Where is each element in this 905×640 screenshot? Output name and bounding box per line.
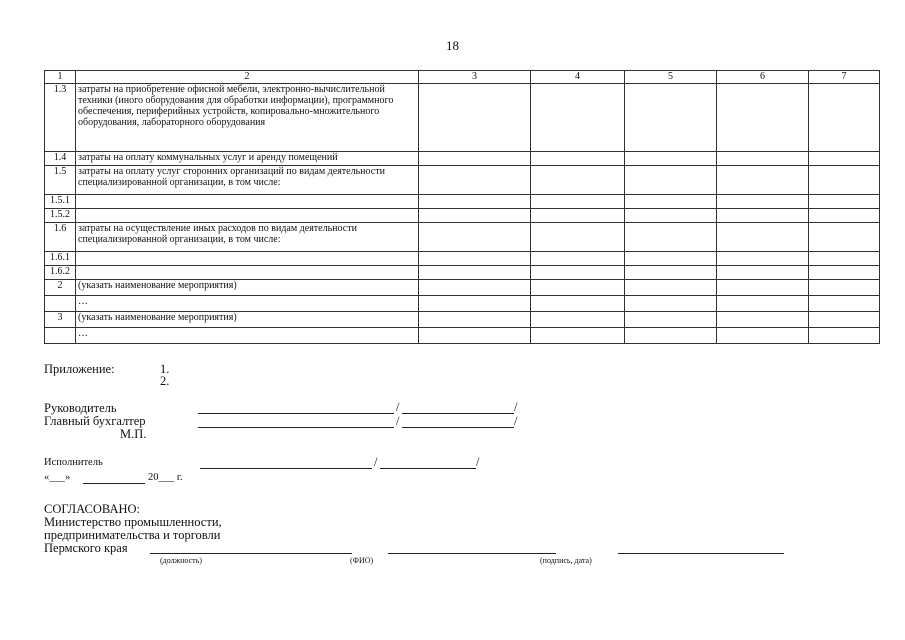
row-description: затраты на осуществление иных расходов по видам деятельности специализированной организации, в том числе: [76, 223, 419, 252]
value-cell [809, 223, 880, 252]
value-cell [809, 195, 880, 209]
column-header: 7 [809, 71, 880, 84]
value-cell [419, 223, 531, 252]
table-row [45, 195, 880, 209]
column-header: 6 [717, 71, 809, 84]
accountant-name-line [402, 427, 514, 428]
value-cell [625, 328, 717, 344]
caption-name: (ФИО) [350, 556, 374, 565]
row-number: 1.6.1 [45, 252, 76, 266]
row-number: 1.6.2 [45, 266, 76, 280]
value-cell [717, 84, 809, 152]
row-description: … [76, 328, 419, 344]
value-cell [531, 252, 625, 266]
value-cell [717, 152, 809, 166]
slash: / [374, 455, 378, 469]
head-label: Руководитель [44, 401, 117, 415]
caption-position: (должность) [160, 556, 202, 565]
slash: / [476, 455, 480, 469]
value-cell [625, 195, 717, 209]
column-header: 5 [625, 71, 717, 84]
row-number [45, 328, 76, 344]
approval-line-2: предпринимательства и торговли [44, 528, 221, 542]
caption-sign: (подпись, дата) [540, 556, 592, 565]
approval-line-1: Министерство промышленности, [44, 515, 222, 529]
executor-label: Исполнитель [44, 457, 103, 468]
value-cell [625, 266, 717, 280]
row-description: (указать наименование мероприятия) [76, 312, 419, 328]
row-description: … [76, 296, 419, 312]
value-cell [625, 280, 717, 296]
value-cell [717, 328, 809, 344]
expense-table [44, 70, 880, 344]
table-row [45, 266, 880, 280]
value-cell [809, 252, 880, 266]
row-number: 2 [45, 280, 76, 296]
row-number: 1.6 [45, 223, 76, 252]
date-year: 20___ г. [148, 472, 183, 483]
executor-name-line [380, 468, 476, 469]
row-number: 3 [45, 312, 76, 328]
value-cell [531, 195, 625, 209]
approval-extra-line [618, 553, 784, 554]
value-cell [531, 152, 625, 166]
value-cell [717, 195, 809, 209]
value-cell [625, 312, 717, 328]
value-cell [809, 328, 880, 344]
value-cell [419, 266, 531, 280]
value-cell [531, 328, 625, 344]
approval-position-line [150, 553, 352, 554]
value-cell [531, 280, 625, 296]
slash: / [396, 400, 400, 414]
table-row [45, 223, 880, 252]
value-cell [717, 209, 809, 223]
row-number: 1.4 [45, 152, 76, 166]
approval-line-3: Пермского края [44, 541, 128, 555]
executor-signature-line [200, 468, 372, 469]
value-cell [531, 84, 625, 152]
value-cell [419, 209, 531, 223]
row-description [76, 209, 419, 223]
row-description [76, 252, 419, 266]
value-cell [625, 296, 717, 312]
page-number: 18 [446, 38, 459, 53]
value-cell [625, 252, 717, 266]
column-header: 4 [531, 71, 625, 84]
table-row [45, 328, 880, 344]
column-header: 2 [76, 71, 419, 84]
accountant-label: Главный бухгалтер [44, 414, 146, 428]
value-cell [531, 166, 625, 195]
value-cell [419, 84, 531, 152]
value-cell [419, 166, 531, 195]
row-description: затраты на приобретение офисной мебели, электронно-вычислительной техники (иного оборудования для обработки информации), программного обеспечения, периферийных устройств, копировально-множительного оборудования, лабораторного оборудования [76, 84, 419, 152]
value-cell [809, 84, 880, 152]
value-cell [809, 152, 880, 166]
slash: / [514, 414, 518, 428]
stamp-label: М.П. [120, 427, 147, 441]
slash: / [514, 400, 518, 414]
row-description: (указать наименование мероприятия) [76, 280, 419, 296]
row-number: 1.5.2 [45, 209, 76, 223]
table-row [45, 166, 880, 195]
value-cell [717, 252, 809, 266]
value-cell [809, 296, 880, 312]
value-cell [717, 266, 809, 280]
value-cell [717, 296, 809, 312]
approval-title: СОГЛАСОВАНО: [44, 502, 141, 516]
date-day: «___» [44, 472, 71, 483]
value-cell [809, 266, 880, 280]
value-cell [419, 280, 531, 296]
value-cell [625, 84, 717, 152]
row-description [76, 266, 419, 280]
value-cell [419, 195, 531, 209]
date-month-line [83, 483, 145, 484]
row-description: затраты на оплату коммунальных услуг и аренду помещений [76, 152, 419, 166]
slash: / [396, 414, 400, 428]
accountant-signature-line [198, 427, 394, 428]
column-header: 1 [45, 71, 76, 84]
value-cell [531, 223, 625, 252]
value-cell [809, 166, 880, 195]
head-name-line [402, 413, 514, 414]
value-cell [717, 223, 809, 252]
value-cell [717, 166, 809, 195]
table-row [45, 296, 880, 312]
row-description: затраты на оплату услуг сторонних организаций по видам деятельности специализированной организации, в том числе: [76, 166, 419, 195]
value-cell [531, 312, 625, 328]
row-number [45, 296, 76, 312]
value-cell [625, 209, 717, 223]
row-description [76, 195, 419, 209]
head-signature-line [198, 413, 394, 414]
value-cell [419, 312, 531, 328]
table-row [45, 312, 880, 328]
value-cell [531, 266, 625, 280]
value-cell [809, 280, 880, 296]
value-cell [531, 296, 625, 312]
table-row [45, 209, 880, 223]
value-cell [531, 209, 625, 223]
value-cell [809, 312, 880, 328]
value-cell [419, 152, 531, 166]
table-row [45, 152, 880, 166]
table-header-row [45, 71, 880, 84]
attachment-label: Приложение: [44, 362, 115, 376]
value-cell [625, 223, 717, 252]
row-number: 1.5 [45, 166, 76, 195]
value-cell [419, 296, 531, 312]
attachment-item-2: 2. [160, 374, 170, 388]
table-row [45, 280, 880, 296]
value-cell [809, 209, 880, 223]
row-number: 1.5.1 [45, 195, 76, 209]
approval-sign-line [388, 553, 556, 554]
table-row [45, 252, 880, 266]
column-header: 3 [419, 71, 531, 84]
value-cell [717, 280, 809, 296]
value-cell [419, 328, 531, 344]
table-row [45, 84, 880, 152]
row-number: 1.3 [45, 84, 76, 152]
value-cell [625, 152, 717, 166]
value-cell [625, 166, 717, 195]
value-cell [717, 312, 809, 328]
value-cell [419, 252, 531, 266]
attachment-item-1: 1. [160, 362, 170, 376]
